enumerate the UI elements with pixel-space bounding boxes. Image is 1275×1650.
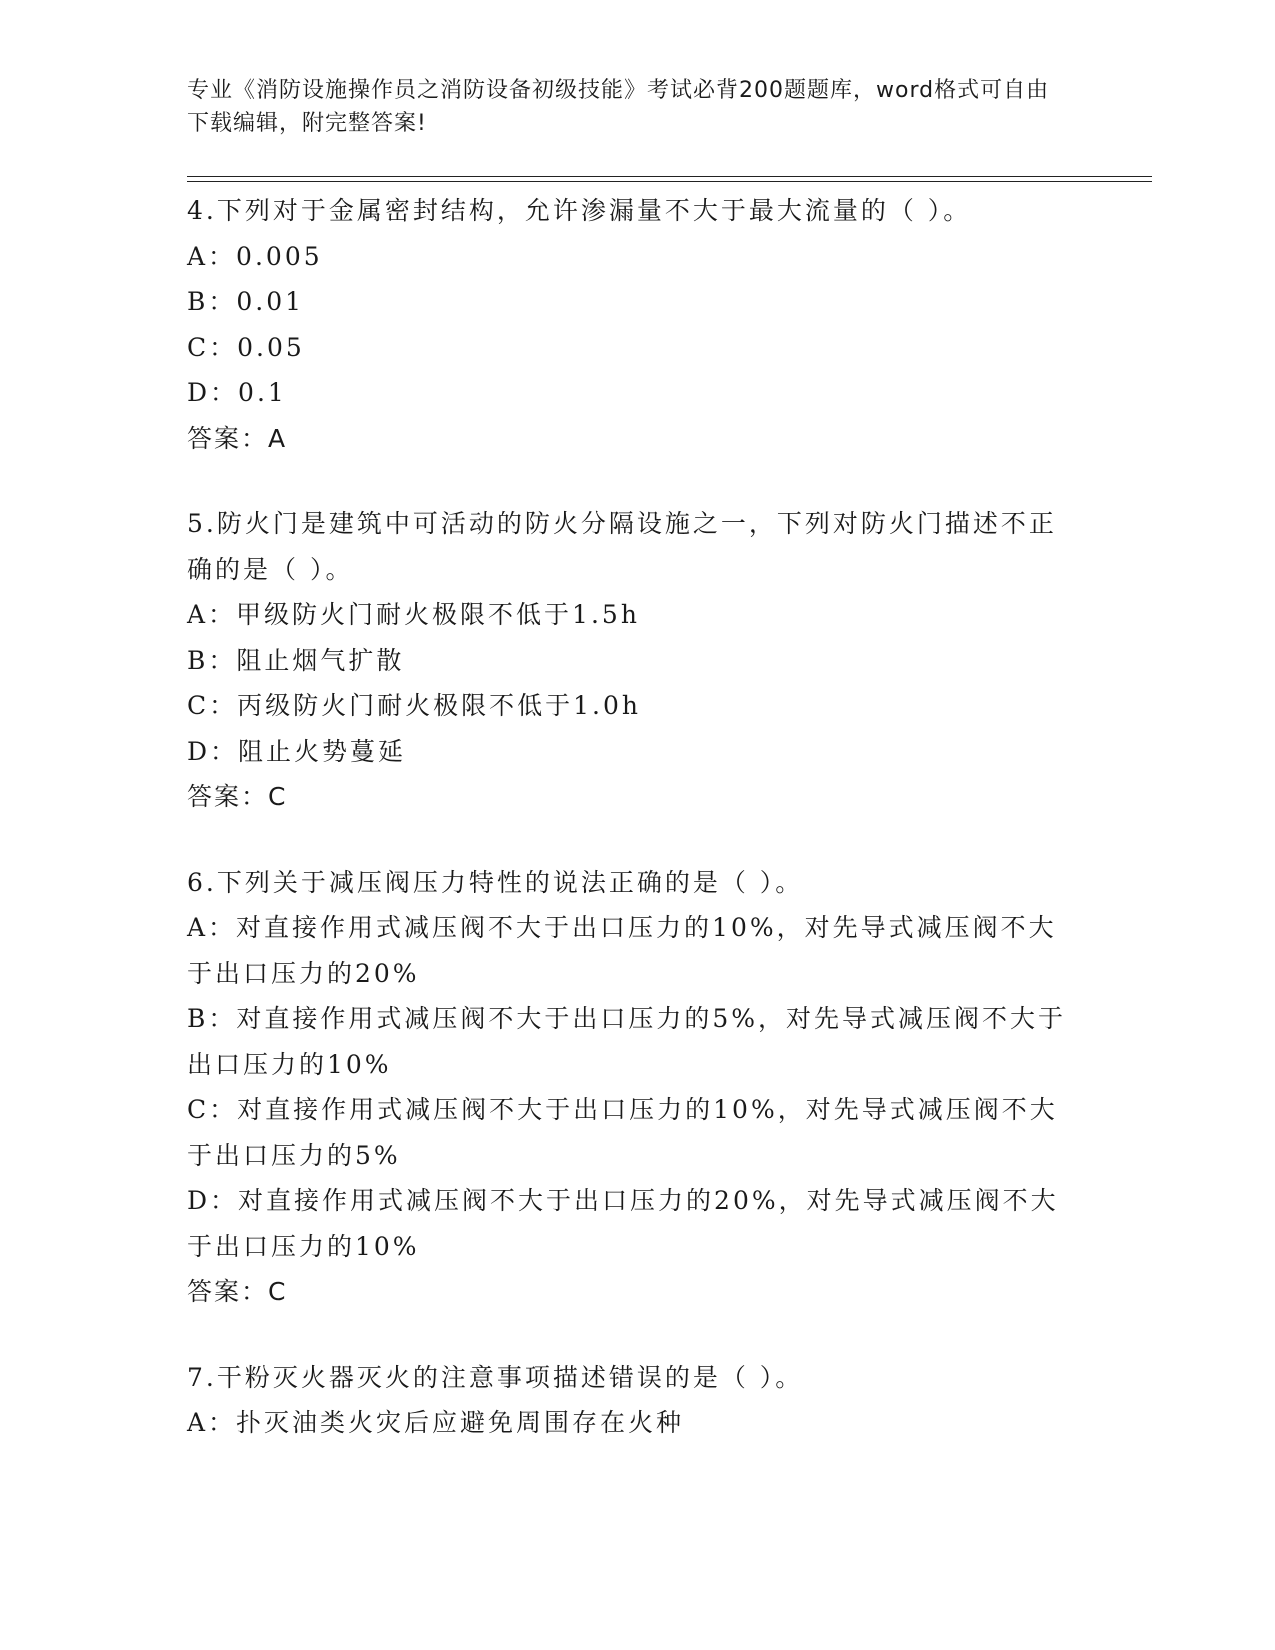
answer: 答案：C <box>187 1277 288 1306</box>
question-list <box>187 188 1087 1486</box>
option-a: A：0.005 <box>187 241 323 271</box>
option-d: D：阻止火势蔓延 <box>187 736 407 766</box>
question-stem: 6.下列关于减压阀压力特性的说法正确的是（ ）。 <box>187 867 804 897</box>
question-stem: 5.防火门是建筑中可活动的防火分隔设施之一，下列对防火门描述不正确的是（ ）。 <box>187 509 1057 584</box>
option-b: B：0.01 <box>187 287 305 316</box>
answer: 答案：C <box>187 782 288 811</box>
option-b: B：对直接作用式减压阀不大于出口压力的5%，对先导式减压阀不大于出口压力的10% <box>187 1004 1067 1079</box>
option-c: C：对直接作用式减压阀不大于出口压力的10%，对先导式减压阀不大于出口压力的5% <box>187 1095 1058 1170</box>
option-a: A：甲级防火门耐火极限不低于1.5h <box>187 600 640 629</box>
option-a: A：对直接作用式减压阀不大于出口压力的10%，对先导式减压阀不大于出口压力的20% <box>187 913 1057 988</box>
answer: 答案：A <box>187 423 288 453</box>
option-c: C：丙级防火门耐火极限不低于1.0h <box>187 691 641 720</box>
option-c: C：0.05 <box>187 332 305 362</box>
option-b: B：阻止烟气扩散 <box>187 645 405 675</box>
question-6 <box>187 860 1087 1315</box>
question-5 <box>187 501 1087 820</box>
document-header: 专业《消防设施操作员之消防设备初级技能》考试必背200题题库，word格式可自由下载编辑，附完整答案! <box>187 78 1050 136</box>
option-d: D：对直接作用式减压阀不大于出口压力的20%，对先导式减压阀不大于出口压力的10% <box>187 1186 1059 1261</box>
question-7 <box>187 1355 1087 1446</box>
question-4 <box>187 188 1087 461</box>
question-stem: 7.干粉灭火器灭火的注意事项描述错误的是（ ）。 <box>187 1362 804 1392</box>
header-divider-bottom <box>187 181 1152 182</box>
option-a: A：扑灭油类火灾后应避免周围存在火种 <box>187 1408 685 1437</box>
option-d: D：0.1 <box>187 378 287 407</box>
question-stem: 4.下列对于金属密封结构，允许渗漏量不大于最大流量的（ ）。 <box>187 196 972 225</box>
header-divider-top <box>187 176 1152 177</box>
